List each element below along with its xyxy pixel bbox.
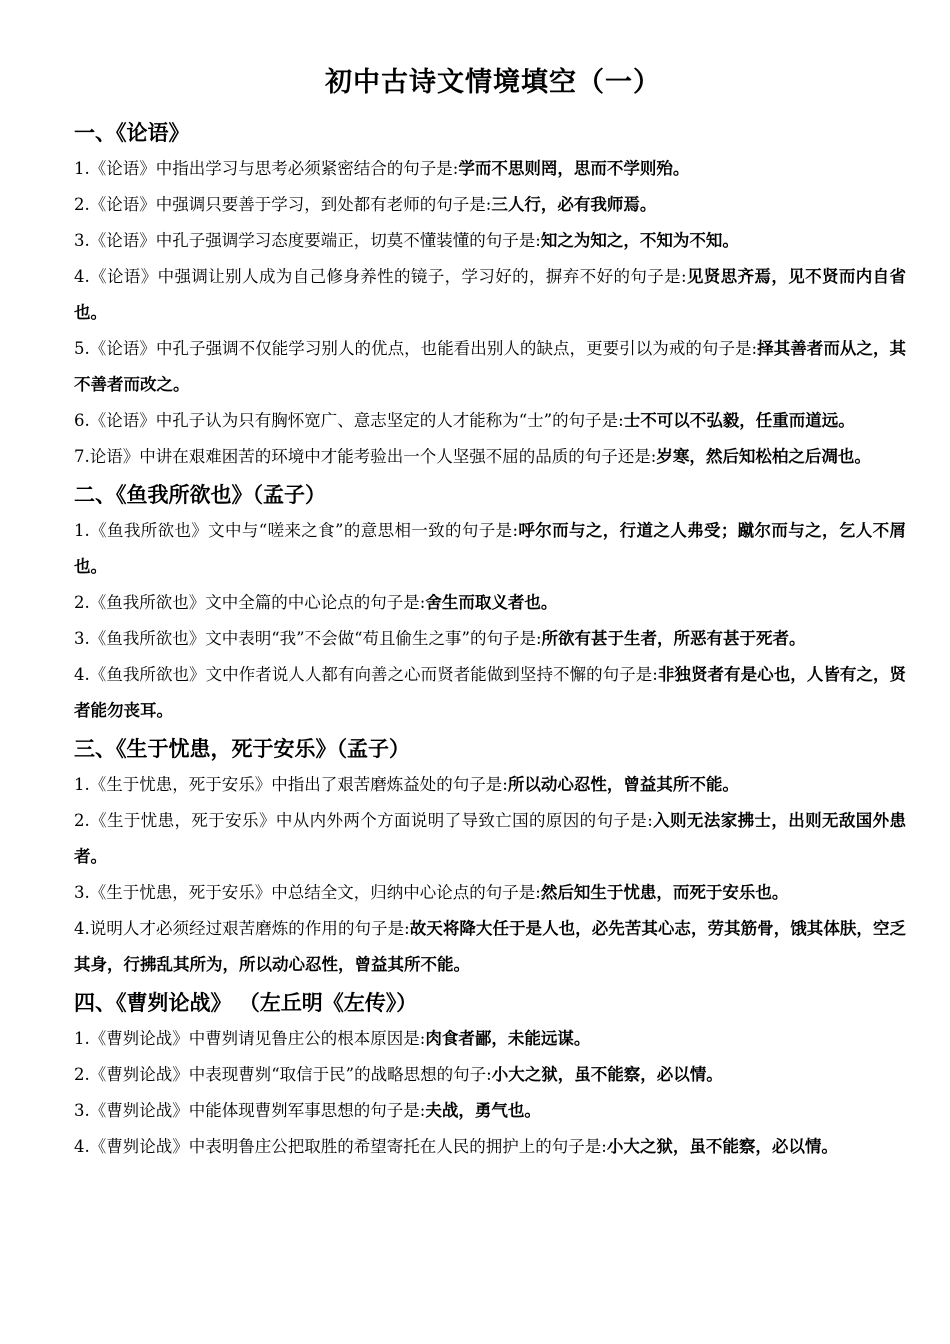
- question-item: [74, 1129, 906, 1165]
- question-text: 3.《鱼我所欲也》文中表明“我”不会做“苟且偷生之事”的句子是:: [74, 629, 542, 648]
- question-text: 1.《鱼我所欲也》文中与“嗟来之食”的意思相一致的句子是:: [74, 521, 519, 540]
- question-text: 1.《生于忧患，死于安乐》中指出了艰苦磨炼益处的句子是:: [74, 775, 508, 794]
- question-text: 6.《论语》中孔子认为只有胸怀宽广、意志坚定的人才能称为“士”的句子是:: [74, 411, 624, 430]
- answer-text: 知之为知之，不知为不知。: [540, 231, 739, 250]
- question-item: [74, 151, 906, 187]
- question-text: 3.《生于忧患，死于安乐》中总结全文，归纳中心论点的句子是:: [74, 883, 541, 902]
- question-item: [74, 767, 906, 803]
- section-heading: 二、《鱼我所欲也》（孟子）: [74, 483, 326, 507]
- question-text: 2.《论语》中强调只要善于学习，到处都有老师的句子是:: [74, 195, 492, 214]
- question-text: 1.《曹刿论战》中曹刿请见鲁庄公的根本原因是:: [74, 1029, 426, 1048]
- answer-text: 择其善者而从之，其不善者而改之。: [74, 339, 907, 394]
- answer-text: 三人行，必有我师焉。: [491, 195, 657, 214]
- answer-text: 然后知生于忧患，而死于安乐也。: [540, 883, 789, 902]
- question-text: 4.说明人才必须经过艰苦磨炼的作用的句子是:: [74, 919, 410, 938]
- question-text: 2.《曹刿论战》中表现曹刿“取信于民”的战略思想的句子:: [74, 1065, 492, 1084]
- answer-text: 学而不思则罔，思而不学则殆。: [458, 159, 690, 178]
- document-title: 初中古诗文情境填空（一）: [325, 67, 661, 98]
- section-heading: 四、《曹刿论战》 （左丘明《左传》）: [74, 991, 418, 1015]
- question-text: 7.论语》中讲在艰难困苦的环境中才能考验出一个人坚强不屈的品质的句子还是:: [74, 447, 657, 466]
- answer-text: 肉食者鄙，未能远谋。: [425, 1029, 591, 1048]
- question-item: [74, 803, 906, 875]
- question-item: [74, 1057, 906, 1093]
- question-item: [74, 1093, 906, 1129]
- question-text: 3.《曹刿论战》中能体现曹刿军事思想的句子是:: [74, 1101, 426, 1120]
- answer-text: 入则无法家拂士，出则无敌国外患者。: [74, 811, 907, 866]
- answer-text: 呼尔而与之，行道之人弗受；蹴尔而与之，乞人不屑也。: [74, 521, 906, 576]
- question-item: [74, 439, 906, 475]
- sections-container: [74, 119, 906, 1165]
- answer-text: 岁寒，然后知松柏之后凋也。: [656, 447, 871, 466]
- question-item: [74, 331, 906, 403]
- question-text: 4.《曹刿论战》中表明鲁庄公把取胜的希望寄托在人民的拥护上的句子是:: [74, 1137, 607, 1156]
- answer-text: 见贤思齐焉，见不贤而内自省也。: [74, 267, 906, 322]
- answer-text: 小大之狱，虽不能察，必以情。: [491, 1065, 723, 1084]
- section-heading: 三、《生于忧患，死于安乐》（孟子）: [74, 737, 410, 761]
- question-item: [74, 911, 906, 983]
- question-item: [74, 513, 906, 585]
- question-item: [74, 875, 906, 911]
- question-text: 5.《论语》中孔子强调不仅能学习别人的优点，也能看出别人的缺点，更要引以为戒的句子是:: [74, 339, 758, 358]
- answer-text: 非独贤者有是心也，人皆有之，贤者能勿丧耳。: [74, 665, 907, 720]
- answer-text: 舍生而取义者也。: [425, 593, 558, 612]
- answer-text: 小大之狱，虽不能察，必以情。: [606, 1137, 838, 1156]
- answer-text: 士不可以不弘毅，任重而道远。: [623, 411, 855, 430]
- question-item: [74, 1021, 906, 1057]
- question-text: 2.《鱼我所欲也》文中全篇的中心论点的句子是:: [74, 593, 426, 612]
- question-text: 1.《论语》中指出学习与思考必须紧密结合的句子是:: [74, 159, 459, 178]
- question-item: [74, 187, 906, 223]
- question-item: [74, 585, 906, 621]
- section-heading: 一、《论语》: [74, 121, 190, 145]
- question-item: [74, 223, 906, 259]
- question-text: 2.《生于忧患，死于安乐》中从内外两个方面说明了导致亡国的原因的句子是:: [74, 811, 653, 830]
- question-item: [74, 403, 906, 439]
- question-text: 4.《鱼我所欲也》文中作者说人人都有向善之心而贤者能做到坚持不懈的句子是:: [74, 665, 658, 684]
- answer-text: 夫战，勇气也。: [425, 1101, 541, 1120]
- answer-text: 所欲有甚于生者，所恶有甚于死者。: [541, 629, 806, 648]
- question-item: [74, 621, 906, 657]
- question-item: [74, 259, 906, 331]
- answer-text: 故天将降大任于是人也，必先苦其心志，劳其筋骨，饿其体肤，空乏其身，行拂乱其所为，所以动心忍性，曾益其所不能。: [74, 919, 907, 974]
- question-item: [74, 657, 906, 729]
- question-text: 3.《论语》中孔子强调学习态度要端正，切莫不懂装懂的句子是:: [74, 231, 541, 250]
- answer-text: 所以动心忍性，曾益其所不能。: [507, 775, 739, 794]
- question-text: 4.《论语》中强调让别人成为自己修身养性的镜子，学习好的，摒弃不好的句子是:: [74, 267, 687, 286]
